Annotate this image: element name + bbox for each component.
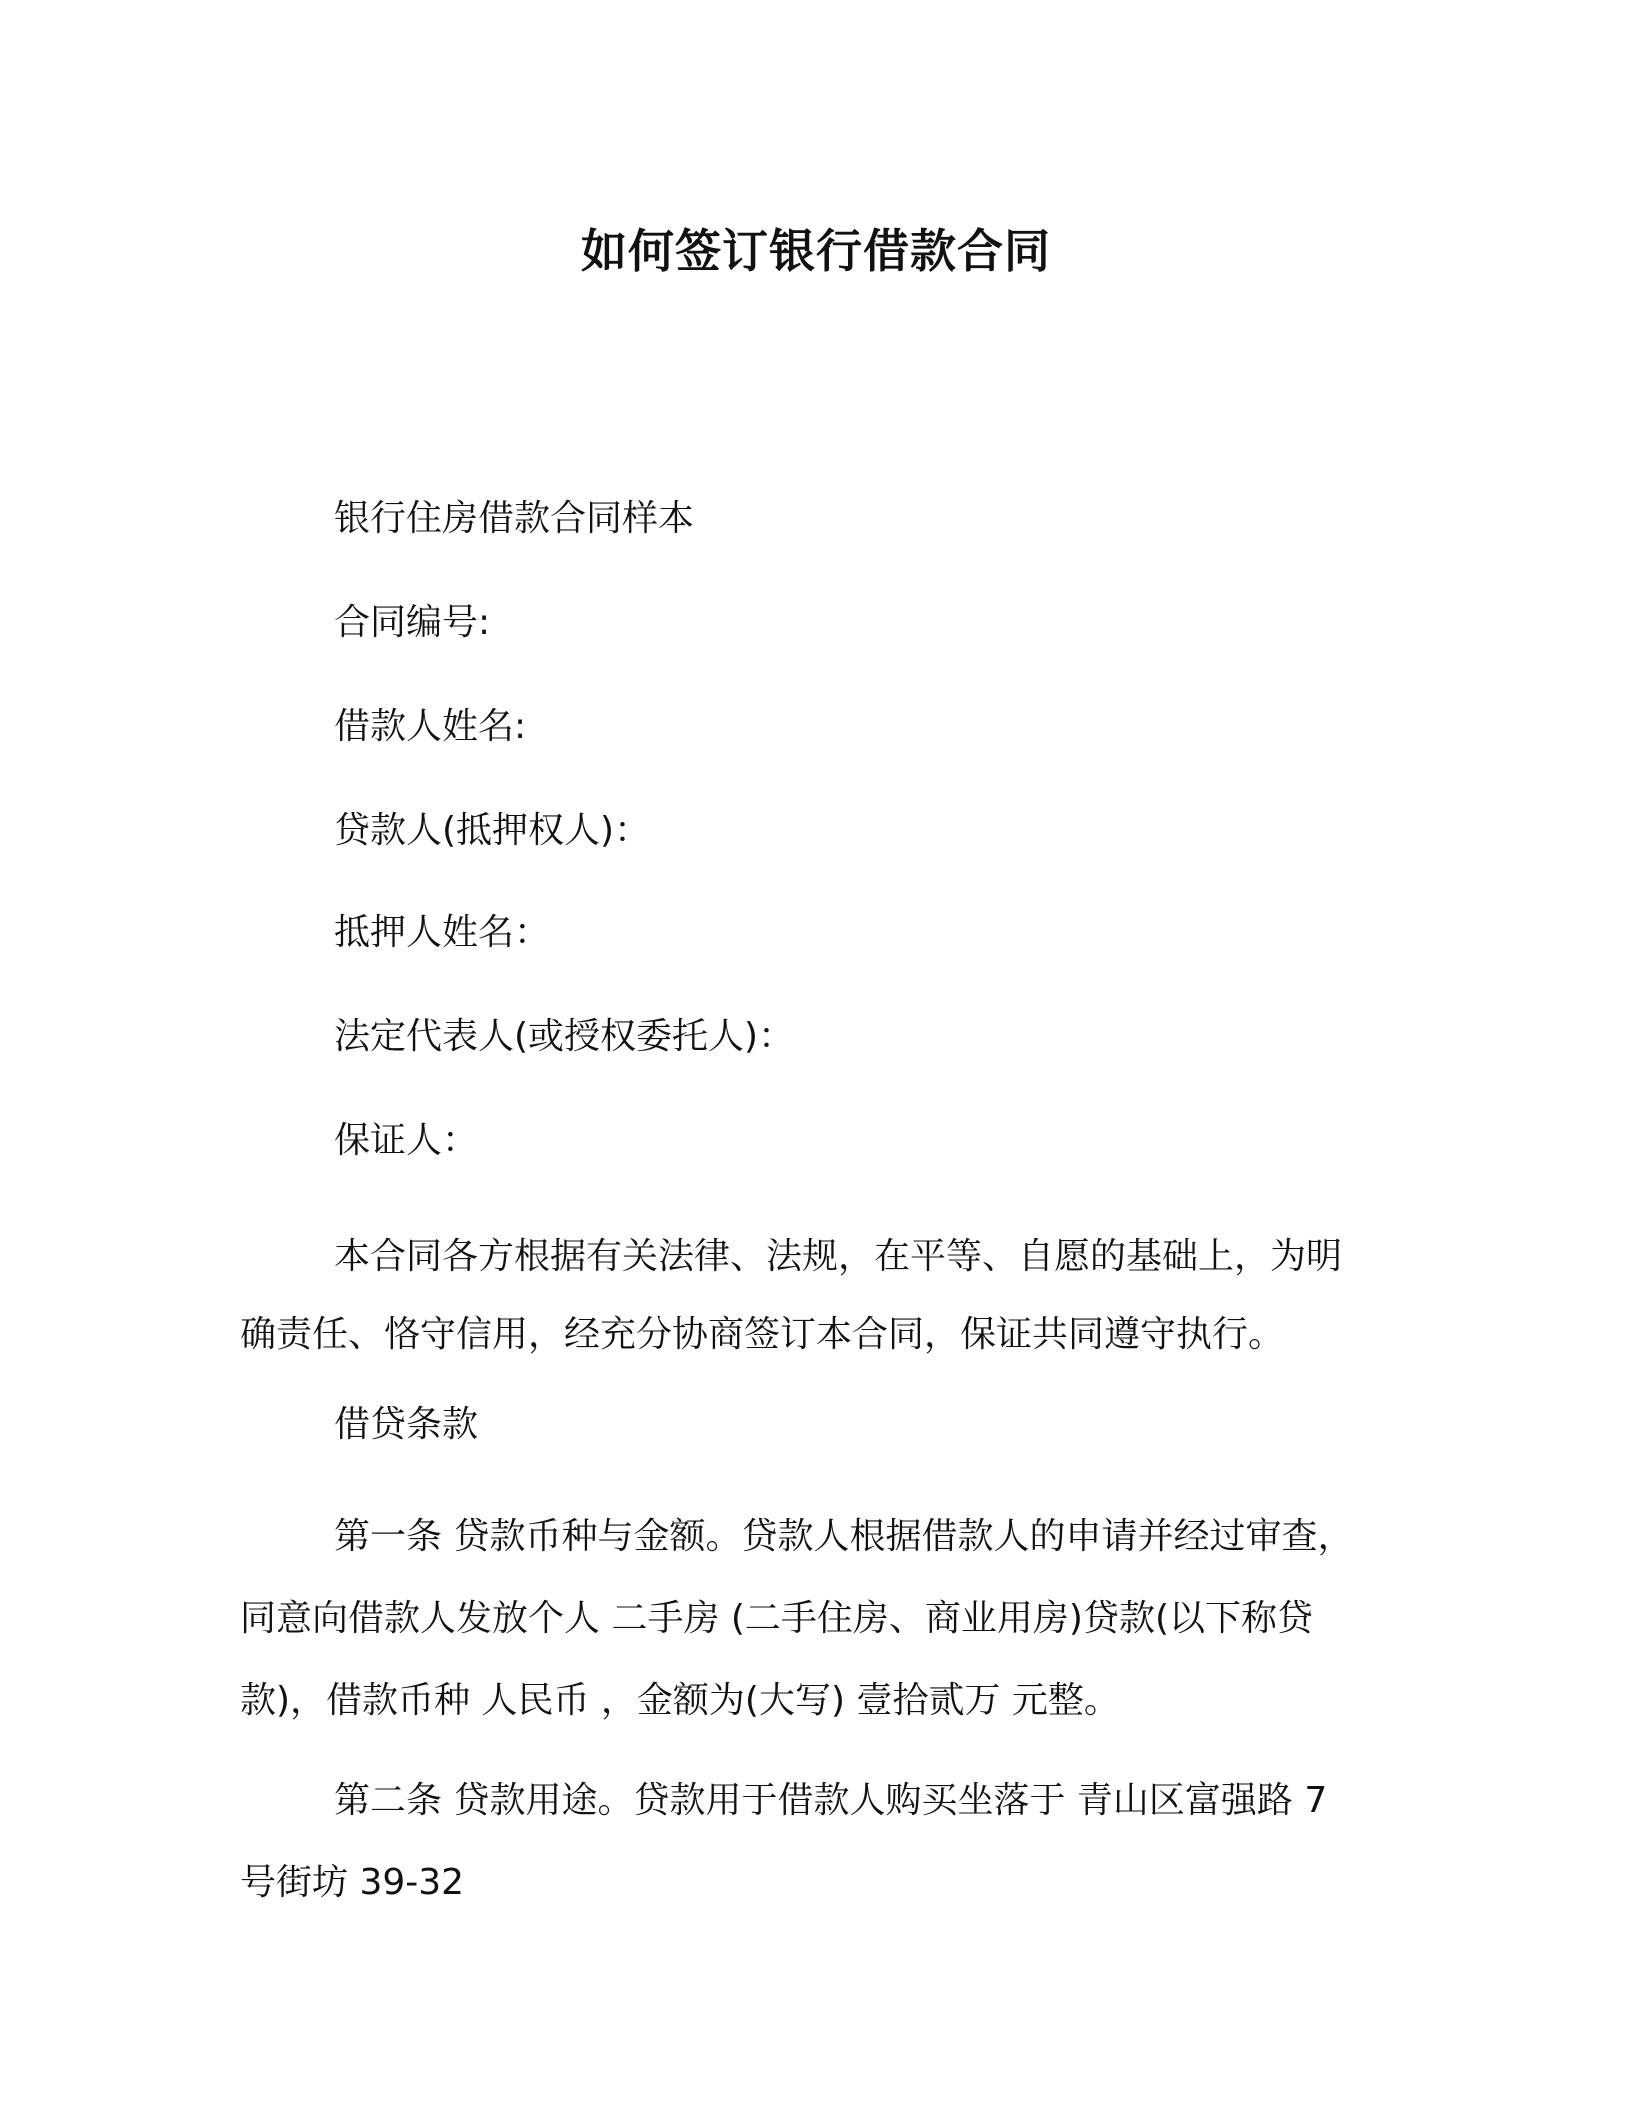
article-line: 号街坊 39-32 [240, 1862, 465, 1903]
field-mortgagor-name: 抵押人姓名： [334, 912, 551, 953]
article-2-paragraph [240, 1760, 1390, 1924]
field-legal-representative: 法定代表人(或授权委托人)： [334, 1016, 795, 1057]
preamble-line: 本合同各方根据有关法律、法规，在平等、自愿的基础上，为明 [334, 1236, 1343, 1277]
article-line: 款)，借款币种 人民币 ，金额为(大写) 壹拾贰万 元整。 [240, 1680, 1120, 1721]
contract-heading: 银行住房借款合同样本 [334, 498, 695, 539]
field-lender: 贷款人(抵押权人)： [334, 810, 651, 851]
document-title: 如何签订银行借款合同 [581, 224, 1051, 278]
article-1-paragraph [240, 1496, 1390, 1742]
section-title: 借贷条款 [334, 1404, 479, 1445]
article-line: 同意向借款人发放个人 二手房 (二手住房、商业用房)贷款(以下称贷 [240, 1598, 1314, 1639]
article-line: 第一条 贷款币种与金额。贷款人根据借款人的申请并经过审查， [334, 1516, 1354, 1557]
preamble-paragraph [240, 1218, 1390, 1374]
field-borrower-name: 借款人姓名: [334, 706, 527, 747]
field-contract-no: 合同编号: [334, 602, 491, 643]
article-line: 第二条 贷款用途。贷款用于借款人购买坐落于 青山区富强路 7 [334, 1780, 1328, 1821]
field-guarantor: 保证人： [334, 1120, 479, 1161]
preamble-line: 确责任、恪守信用，经充分协商签订本合同，保证共同遵守执行。 [240, 1314, 1285, 1355]
